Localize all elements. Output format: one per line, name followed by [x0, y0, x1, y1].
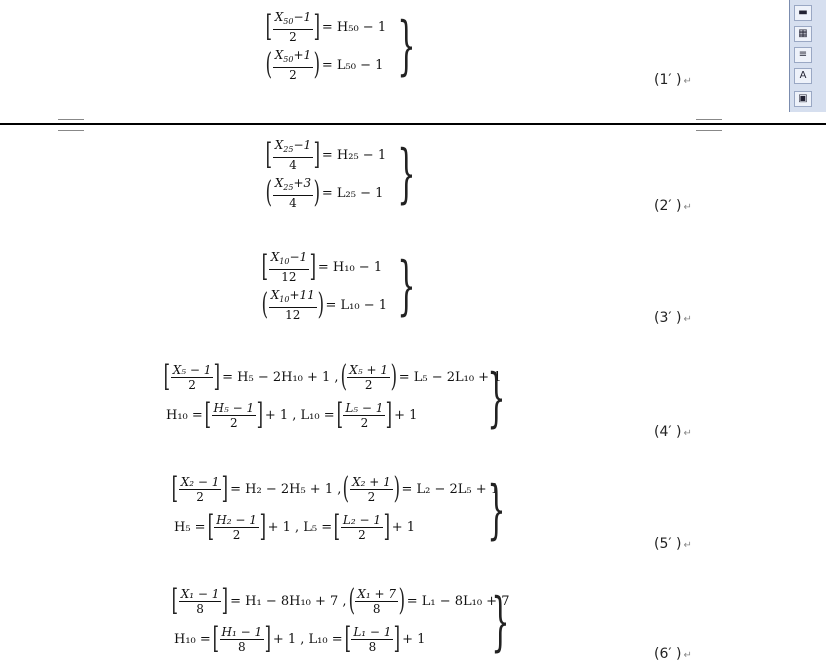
subscript: 25: [283, 183, 294, 193]
fraction-numerator: $X_{10}-1$: [269, 250, 309, 270]
open-bracket: [: [344, 621, 351, 656]
fraction: [273, 48, 313, 82]
open-bracket: (: [261, 287, 269, 323]
open-paren: (: [348, 583, 355, 618]
rect-icon[interactable]: ▬: [794, 5, 812, 21]
numerator-operation: +3: [293, 176, 312, 190]
numerator-operation: −1: [293, 10, 312, 24]
open-bracket: [: [265, 9, 273, 45]
equation-rhs: = L₅ − 2L₁₀ + 1: [398, 369, 502, 385]
equation-5: [171, 471, 506, 550]
fraction: [171, 363, 214, 392]
open-bracket: [: [265, 137, 273, 173]
equation-rhs: = H₁ − 8H₁₀ + 7 ,: [230, 593, 347, 609]
equation-line: [172, 621, 427, 656]
fraction-denominator: 12: [281, 270, 297, 285]
fraction: [214, 513, 259, 542]
fraction-numerator: $X_{50}-1$: [273, 10, 313, 30]
equation-rhs: = L₁₀ − 1: [325, 297, 388, 313]
open-bracket: [: [163, 359, 171, 394]
equation-lhs: H₁₀ =: [174, 631, 211, 647]
equation-rhs: = L₅₀ − 1: [321, 57, 384, 73]
equation-number-3: (3′ ) ↵: [654, 310, 692, 326]
equation-line: [266, 48, 385, 82]
margin-marker-left: [58, 119, 84, 131]
font-icon[interactable]: A: [794, 68, 812, 84]
open-bracket: (: [265, 175, 273, 211]
subscript: 50: [283, 55, 294, 65]
numerator-operation: −1: [293, 138, 312, 152]
close-bracket: ]: [383, 509, 391, 544]
close-paren: ): [393, 471, 400, 506]
open-bracket: [: [171, 583, 179, 618]
fraction: [273, 138, 313, 172]
equation-line: [171, 583, 511, 618]
fraction: [351, 625, 393, 654]
close-bracket: ]: [222, 583, 229, 618]
right-brace: }: [397, 249, 416, 323]
equation-line: [171, 471, 501, 506]
equation-rhs: = L₁ − 8L₁₀ + 7: [406, 593, 510, 609]
equation-6: [171, 583, 510, 662]
equation-1: [265, 9, 416, 86]
close-bracket: ]: [313, 137, 321, 173]
open-bracket: [: [333, 509, 341, 544]
side-toolbar: [789, 0, 826, 112]
equation-line: [262, 288, 389, 322]
fraction: [269, 250, 309, 284]
fraction: [273, 176, 313, 210]
fraction: [269, 288, 317, 322]
fraction-numerator: X₅ + 1: [349, 362, 388, 377]
fraction-denominator: 2: [232, 527, 241, 542]
fraction: [347, 363, 390, 392]
fraction-numerator: L₅ − 1: [345, 400, 384, 415]
numerator-operation: +11: [289, 288, 315, 302]
equation-lhs: H₁₀ =: [166, 407, 203, 423]
fraction-numerator: $X_{25}-1$: [273, 138, 313, 158]
fraction-denominator: 2: [188, 377, 196, 392]
equation-number-2: (2′ ) ↵: [654, 198, 692, 214]
equation-line: [266, 176, 385, 210]
close-bracket: ]: [394, 621, 401, 656]
subscript: 10: [279, 295, 290, 305]
equation-number-6: (6′ ) ↵: [654, 646, 692, 662]
fraction-numerator: $X_{25}+3$: [273, 176, 313, 196]
fraction-denominator: 8: [368, 639, 377, 654]
fraction: [355, 587, 398, 616]
close-bracket: ]: [386, 397, 393, 432]
equation-end: + 1: [394, 407, 418, 423]
close-bracket: ]: [264, 621, 272, 656]
close-bracket: ]: [214, 359, 221, 394]
close-paren: ): [398, 583, 406, 618]
equation-line: [266, 138, 388, 172]
equation-rhs: = H₅₀ − 1: [321, 19, 387, 35]
equation-mid: + 1 , L₅ =: [267, 519, 333, 535]
equation-rhs: = H₁₀ − 1: [317, 259, 383, 275]
close-bracket: ]: [313, 9, 321, 45]
open-paren: (: [340, 359, 347, 394]
equation-lhs: H₅ =: [174, 519, 206, 535]
fraction-numerator: H₅ − 1: [213, 400, 255, 415]
equation-line: [266, 10, 388, 44]
fraction-denominator: 8: [237, 639, 246, 654]
fraction-numerator: L₂ − 1: [342, 512, 381, 527]
equation-number-1: (1′ ) ↵: [654, 72, 692, 88]
fraction: [350, 475, 393, 504]
fraction-denominator: 4: [289, 196, 297, 211]
fraction-denominator: 4: [289, 158, 297, 173]
right-brace: }: [487, 361, 506, 435]
fraction-denominator: 2: [289, 30, 297, 45]
close-bracket: ): [317, 287, 324, 323]
equation-mid: + 1 , L₁₀ =: [272, 631, 343, 647]
close-bracket: ]: [309, 249, 317, 285]
close-bracket: ): [313, 47, 321, 83]
fraction-numerator: X₁ + 7: [357, 586, 396, 601]
fraction-denominator: 2: [229, 415, 238, 430]
equation-end: + 1: [391, 519, 416, 535]
open-bracket: [: [261, 249, 269, 285]
open-bracket: [: [171, 471, 179, 506]
fraction-denominator: 12: [285, 308, 301, 323]
fraction-denominator: 8: [372, 601, 381, 616]
numerator-operation: +1: [293, 48, 312, 62]
equation-mid: + 1 , L₁₀ =: [264, 407, 335, 423]
equation-line: [163, 359, 503, 394]
fraction: [273, 10, 313, 44]
equation-rhs: = H₂₅ − 1: [321, 147, 387, 163]
equation-rhs: = H₂ − 2H₅ + 1 ,: [230, 481, 342, 497]
fraction-numerator: $X_{50}+1$: [273, 48, 313, 68]
close-bracket: ]: [222, 471, 229, 506]
subscript: 10: [279, 257, 290, 267]
fraction-denominator: 2: [358, 527, 366, 542]
open-bracket: [: [204, 397, 211, 432]
fraction-numerator: $X_{10}+11$: [269, 288, 317, 308]
fraction-numerator: X₂ + 1: [352, 474, 391, 489]
open-bracket: [: [212, 621, 219, 656]
right-brace: }: [397, 137, 416, 211]
equation-line: [164, 397, 419, 432]
open-bracket: [: [207, 509, 214, 544]
open-bracket: [: [336, 397, 343, 432]
fraction-numerator: X₂ − 1: [180, 474, 220, 489]
close-paren: ): [390, 359, 398, 394]
fraction-denominator: 2: [364, 377, 373, 392]
margin-marker-right: [696, 119, 722, 131]
close-bracket: ]: [256, 397, 264, 432]
fraction-denominator: 2: [360, 415, 369, 430]
equation-rhs: = H₅ − 2H₁₀ + 1 ,: [222, 369, 339, 385]
numerator-operation: −1: [289, 250, 308, 264]
fraction-numerator: H₂ − 1: [216, 512, 257, 527]
image-icon[interactable]: ▣: [794, 91, 812, 107]
fraction: [179, 587, 222, 616]
table-icon[interactable]: ▦: [794, 26, 812, 42]
equation-rhs: = L₂₅ − 1: [321, 185, 384, 201]
right-brace: }: [397, 9, 416, 83]
fraction: [220, 625, 265, 654]
equation-4: [163, 359, 506, 438]
equation-line: [262, 250, 384, 284]
fraction: [179, 475, 222, 504]
fraction: [341, 513, 383, 542]
fraction-denominator: 8: [196, 601, 204, 616]
equation-3: [261, 249, 416, 326]
align-icon[interactable]: ≡: [794, 47, 812, 63]
fraction-denominator: 2: [367, 489, 376, 504]
right-brace: }: [487, 473, 506, 547]
subscript: 25: [283, 145, 294, 155]
subscript: 50: [283, 17, 294, 27]
open-paren: (: [342, 471, 350, 506]
equation-line: [172, 509, 417, 544]
fraction-numerator: X₁ − 1: [180, 586, 220, 601]
equation-number-5: (5′ ) ↵: [654, 536, 692, 552]
fraction-denominator: 2: [289, 68, 297, 83]
equation-2: [265, 137, 416, 214]
close-bracket: ): [313, 175, 321, 211]
fraction: [212, 401, 257, 430]
fraction-numerator: X₅ − 1: [172, 362, 212, 377]
right-brace: }: [491, 585, 510, 659]
fraction-numerator: H₁ − 1: [221, 624, 263, 639]
fraction-denominator: 2: [196, 489, 204, 504]
fraction: [343, 401, 385, 430]
equation-rhs: = L₂ − 2L₅ + 1: [401, 481, 500, 497]
equation-number-4: (4′ ) ↵: [654, 424, 692, 440]
equation-end: + 1: [402, 631, 426, 647]
fraction-numerator: L₁ − 1: [353, 624, 392, 639]
open-bracket: (: [265, 47, 273, 83]
close-bracket: ]: [259, 509, 266, 544]
